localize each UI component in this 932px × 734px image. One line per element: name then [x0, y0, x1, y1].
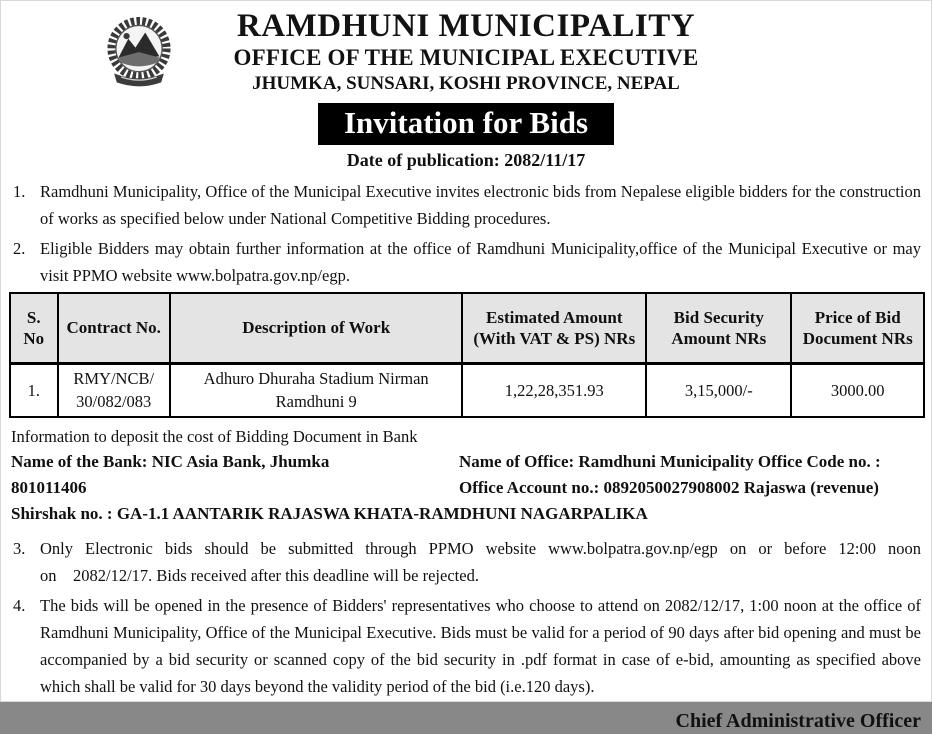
col-header-sno: S. No [10, 293, 58, 363]
cell-doc-price: 3000.00 [791, 363, 924, 417]
col-header-bid-security: Bid Security Amount NRs [646, 293, 791, 363]
cell-bid-security: 3,15,000/- [646, 363, 791, 417]
invitation-banner: Invitation for Bids [318, 103, 614, 145]
bank-name-block [11, 449, 459, 501]
nepal-coat-of-arms-icon [89, 13, 189, 93]
list-item-3 [13, 535, 921, 589]
col-header-description: Description of Work [170, 293, 462, 363]
col-header-doc-price: Price of Bid Document NRs [791, 293, 924, 363]
col-header-estimated: Estimated Amount (With VAT & PS) NRs [462, 293, 646, 363]
cell-sno: 1. [10, 363, 58, 417]
banner-row [1, 103, 931, 145]
item-text: Ramdhuni Municipality, Office of the Municipal Executive invites electronic bids from Nepalese eligible bidders for the construction of works as specified below under National Competitive Bidding procedures. [40, 182, 921, 228]
bank-code-line: 801011406 [11, 478, 87, 497]
item-number: 2. [13, 239, 26, 258]
office-account-block [459, 449, 921, 501]
office-account-line: Office Account no.: 0892050027908002 Rajaswa (revenue) [459, 478, 879, 497]
bid-details-table [9, 292, 925, 418]
terms-list [13, 535, 921, 700]
cell-estimated: 1,22,28,351.93 [462, 363, 646, 417]
bank-info-intro: Information to deposit the cost of Bidding Document in Bank [11, 427, 418, 446]
shirshak-line: Shirshak no. : GA-1.1 AANTARIK RAJASWA KHATA-RAMDHUNI NAGARPALIKA [11, 504, 648, 523]
list-item-1 [13, 178, 921, 232]
office-name-line: Name of Office: Ramdhuni Municipality Office Code no. : [459, 452, 881, 471]
table-header-row [10, 293, 924, 363]
cell-contract-no: RMY/NCB/ 30/082/083 [58, 363, 170, 417]
office-subtitle: OFFICE OF THE MUNICIPAL EXECUTIVE [233, 45, 699, 70]
table-row [10, 363, 924, 417]
intro-list [13, 178, 921, 289]
item-text: The bids will be opened in the presence of Bidders' representatives who choose to attend on 2082/12/17, 1:00 noon at the office of Ramdhuni Municipality, Office of the Municipal Executive. Bids must be valid for a period of 90 days after bid opening and must be accompanied by a bid security or scanned copy of the bid security in .pdf format in case of e-bid, amounting as specified above which shall be valid for 30 days beyond the validity period of the bid (i.e.120 days). [40, 596, 921, 696]
publication-date: Date of publication: 2082/11/17 [346, 150, 586, 170]
list-item-2 [13, 235, 921, 289]
item-number: 3. [13, 539, 26, 558]
list-item-4 [13, 592, 921, 700]
item-number: 4. [13, 596, 26, 615]
item-text: Eligible Bidders may obtain further information at the office of Ramdhuni Municipality,office of the Municipal Executive or may visit PPMO website www.bolpatra.gov.np/egp. [40, 239, 921, 285]
cell-description: Adhuro Dhuraha Stadium Nirman Ramdhuni 9 [170, 363, 462, 417]
document-header [1, 1, 931, 172]
col-header-contract-no: Contract No. [58, 293, 170, 363]
signature-title: Chief Administrative Officer [675, 710, 921, 732]
item-text: Only Electronic bids should be submitted through PPMO website www.bolpatra.gov.np/egp on or before 12:00 noon on 2082/12/17. Bids received after this deadline will be rejected. [40, 539, 921, 585]
bank-info-columns [11, 449, 921, 501]
municipality-title: RAMDHUNI MUNICIPALITY [236, 8, 696, 44]
bank-name-line: Name of the Bank: NIC Asia Bank, Jhumka [11, 452, 330, 471]
item-number: 1. [13, 182, 26, 201]
address-line: JHUMKA, SUNSARI, KOSHI PROVINCE, NEPAL [252, 73, 680, 94]
